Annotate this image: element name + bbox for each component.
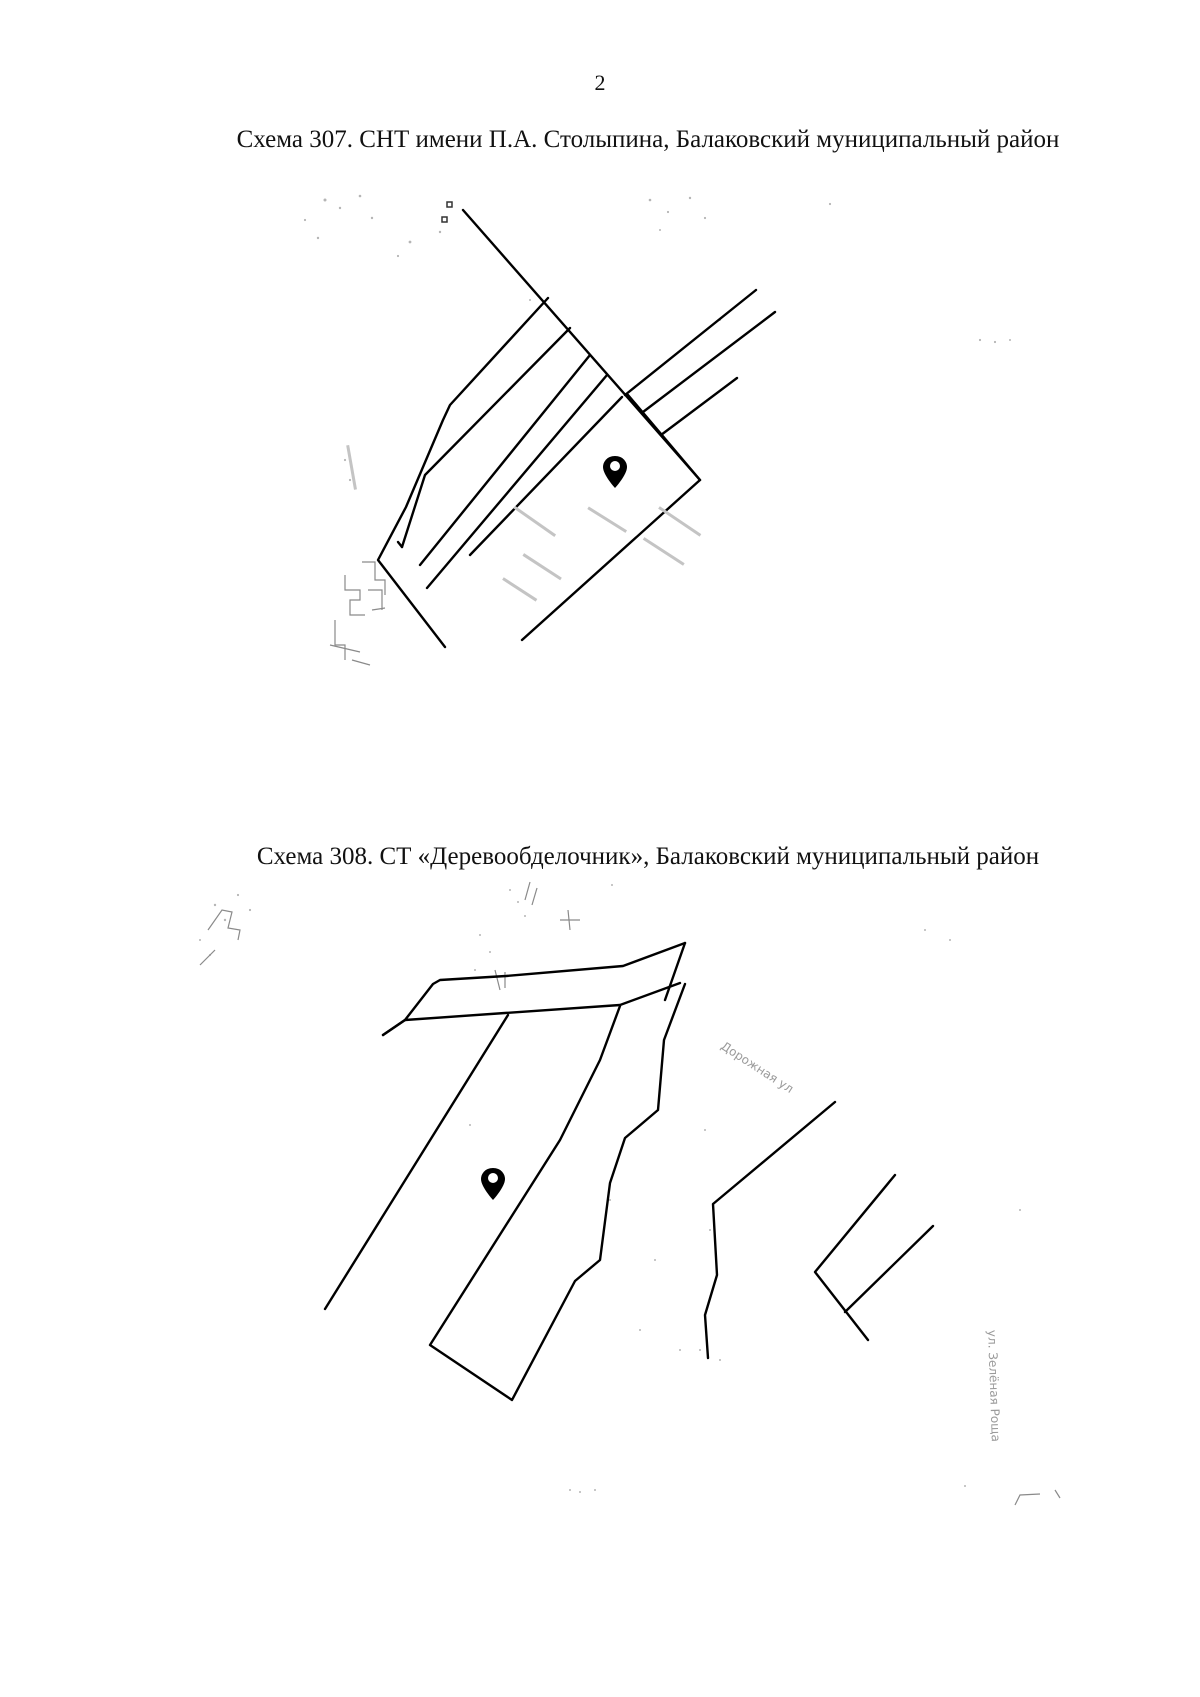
scheme-308-map: [0, 880, 1200, 1600]
map-308-boundaries: [325, 943, 933, 1400]
street-label-dorozhnaya: Дорожная ул: [718, 1038, 797, 1096]
map-pin-icon: [603, 456, 627, 488]
scheme-307-title: Схема 307. СНТ имени П.А. Столыпина, Балаковский муниципальный район: [236, 126, 1060, 153]
map-307-faint-labels: [346, 445, 701, 602]
map-307-buildings: [330, 562, 385, 665]
map-307-background-noise: [304, 195, 1011, 481]
scheme-307-map: [0, 190, 1200, 720]
map-308-street-labels: [566, 880, 1002, 1442]
map-307-grid-marks: [442, 202, 452, 222]
map-pin-icon: [481, 1168, 505, 1200]
map-307-boundaries: [378, 210, 775, 647]
map-308-scan-fragments: [200, 880, 1060, 1505]
page-number: 2: [594, 70, 606, 95]
street-label-zelenaya-roshcha: ул. Зелёная Роща: [985, 1329, 1003, 1443]
scheme-308-title: Схема 308. СТ «Деревообделочник», Балаковский муниципальный район: [256, 843, 1040, 870]
